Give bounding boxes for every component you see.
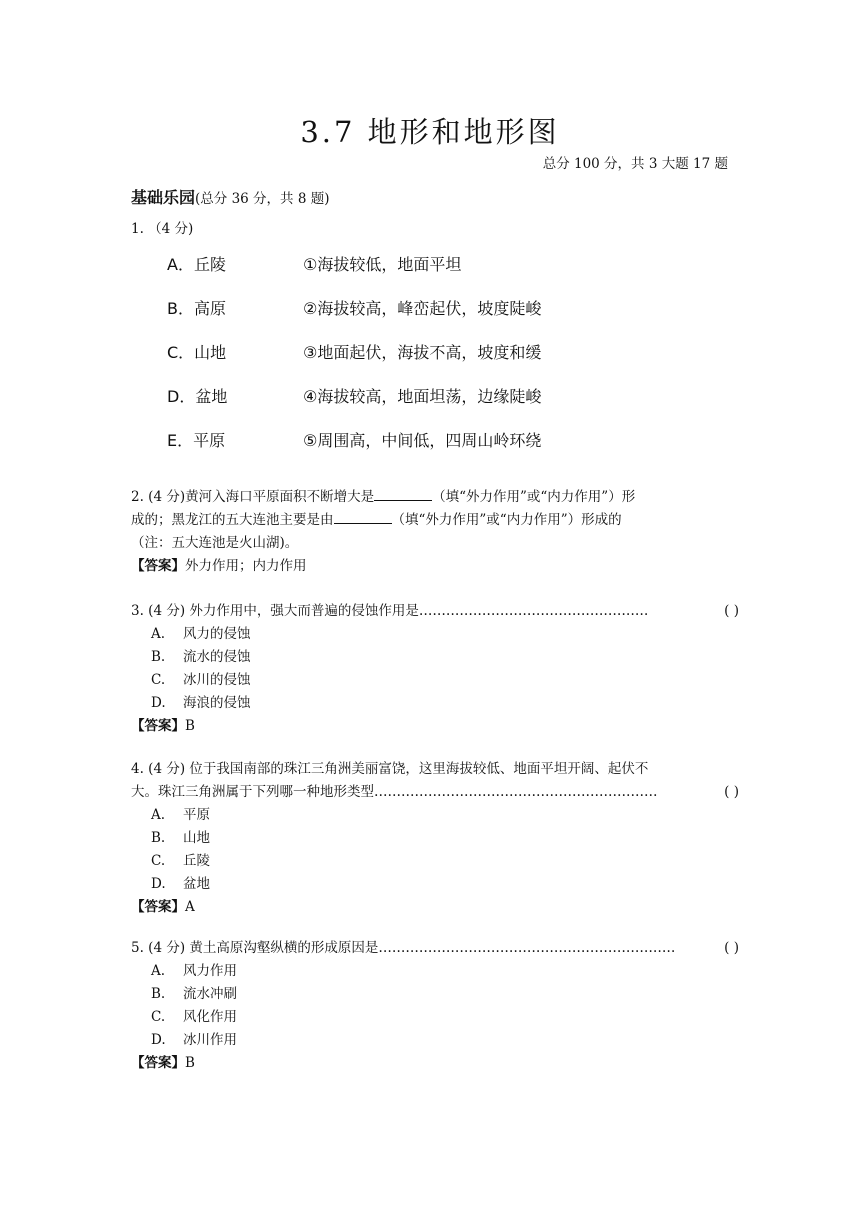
question-4 — [131, 758, 739, 919]
question-5 — [131, 937, 739, 1075]
answer-paren: ( ) — [724, 940, 739, 956]
document-title: 3.7 地形和地形图 — [300, 115, 560, 149]
question-4-stem — [131, 781, 739, 804]
option-text: 山地 — [183, 830, 210, 846]
match-right: ①海拔较低，地面平坦 — [303, 255, 462, 274]
option-item — [131, 1029, 739, 1052]
option-item — [131, 827, 739, 850]
option-item — [131, 960, 739, 983]
option-label: B. — [151, 986, 166, 1002]
option-item — [131, 623, 739, 646]
option-label: B. — [151, 830, 166, 846]
option-item — [131, 983, 739, 1006]
match-right: ③地面起伏，海拔不高，坡度和缓 — [303, 343, 542, 362]
question-5-answer — [131, 1052, 739, 1075]
answer-text: A — [185, 899, 195, 915]
option-text: 流水冲刷 — [183, 986, 237, 1002]
question-4-stem: 4. (4 分) 位于我国南部的珠江三角洲美丽富饶，这里海拔较低、地面平坦开阔、起伏不 — [131, 761, 649, 777]
answer-label: 【答案】 — [131, 718, 185, 734]
option-item — [131, 1006, 739, 1029]
option-label: C. — [151, 672, 166, 688]
question-4-answer — [131, 896, 739, 919]
section-name: 基础乐园 — [131, 188, 196, 207]
option-label: C. — [151, 853, 166, 869]
answer-label: 【答案】 — [131, 899, 185, 915]
option-text: 冰川作用 — [183, 1032, 237, 1048]
option-label: D. — [151, 876, 166, 892]
match-right: ⑤周围高，中间低，四周山岭环绕 — [303, 431, 542, 450]
question-2-line: （注：五大连池是火山湖)。 — [131, 535, 299, 551]
answer-text: B — [185, 718, 195, 734]
score-summary: 总分 100 分，共 3 大题 17 题 — [542, 156, 728, 172]
question-2-line — [131, 509, 739, 532]
option-text: 流水的侵蚀 — [183, 649, 251, 665]
option-text: 冰川的侵蚀 — [183, 672, 251, 688]
answer-paren: ( ) — [724, 603, 739, 619]
match-right: ②海拔较高，峰峦起伏，坡度陡峻 — [303, 299, 542, 318]
question-3-text: 3. (4 分) 外力作用中，强大而普遍的侵蚀作用是…………………………………………… — [131, 603, 649, 619]
option-label: D. — [151, 1032, 166, 1048]
question-2-answer — [131, 555, 739, 578]
question-2 — [131, 486, 739, 578]
option-item — [131, 692, 739, 715]
question-3-stem — [131, 600, 739, 623]
answer-blank — [374, 488, 432, 501]
option-text: 海浪的侵蚀 — [183, 695, 251, 711]
answer-label: 【答案】 — [131, 558, 185, 574]
option-text: 风力的侵蚀 — [183, 626, 251, 642]
option-item — [131, 646, 739, 669]
answer-blank — [334, 511, 392, 524]
answer-text: B — [185, 1055, 195, 1071]
option-label: A. — [151, 626, 166, 642]
question-3 — [131, 600, 739, 738]
section-info: (总分 36 分，共 8 题) — [195, 191, 330, 207]
option-label: A. — [151, 807, 166, 823]
option-label: D. — [151, 695, 166, 711]
section-header — [131, 185, 329, 208]
option-item — [131, 850, 739, 873]
match-left: C．山地 — [167, 343, 227, 362]
question-2-text: （填“外力作用”或“内力作用”）形成的 — [391, 512, 622, 528]
match-left: D．盆地 — [167, 387, 228, 406]
question-1-head: 1. （4 分) — [131, 221, 194, 237]
option-text: 盆地 — [183, 876, 210, 892]
question-2-text: （填“外力作用”或“内力作用”）形 — [432, 489, 636, 505]
option-text: 风化作用 — [183, 1009, 237, 1025]
answer-paren: ( ) — [724, 784, 739, 800]
question-4-text: 大。珠江三角洲属于下列哪一种地形类型……………………………………………………… — [131, 784, 658, 800]
option-item — [131, 804, 739, 827]
option-label: A. — [151, 963, 166, 979]
question-2-text: 2. (4 分)黄河入海口平原面积不断增大是 — [131, 489, 375, 505]
option-item — [131, 873, 739, 896]
option-text: 平原 — [183, 807, 210, 823]
option-text: 风力作用 — [183, 963, 237, 979]
match-right: ④海拔较高，地面坦荡，边缘陡峻 — [303, 387, 542, 406]
question-5-stem — [131, 937, 739, 960]
question-2-text: 成的；黑龙江的五大连池主要是由 — [131, 512, 334, 528]
option-text: 丘陵 — [183, 853, 210, 869]
option-item — [131, 669, 739, 692]
answer-text: 外力作用；内力作用 — [185, 558, 307, 574]
question-3-answer — [131, 715, 739, 738]
question-2-line — [131, 486, 739, 509]
question-5-text: 5. (4 分) 黄土高原沟壑纵横的形成原因是………………………………………………………… — [131, 940, 676, 956]
match-left: B．高原 — [167, 299, 226, 318]
match-left: A．丘陵 — [167, 255, 226, 274]
option-label: B. — [151, 649, 166, 665]
option-label: C. — [151, 1009, 166, 1025]
match-left: E．平原 — [167, 431, 226, 450]
answer-label: 【答案】 — [131, 1055, 185, 1071]
